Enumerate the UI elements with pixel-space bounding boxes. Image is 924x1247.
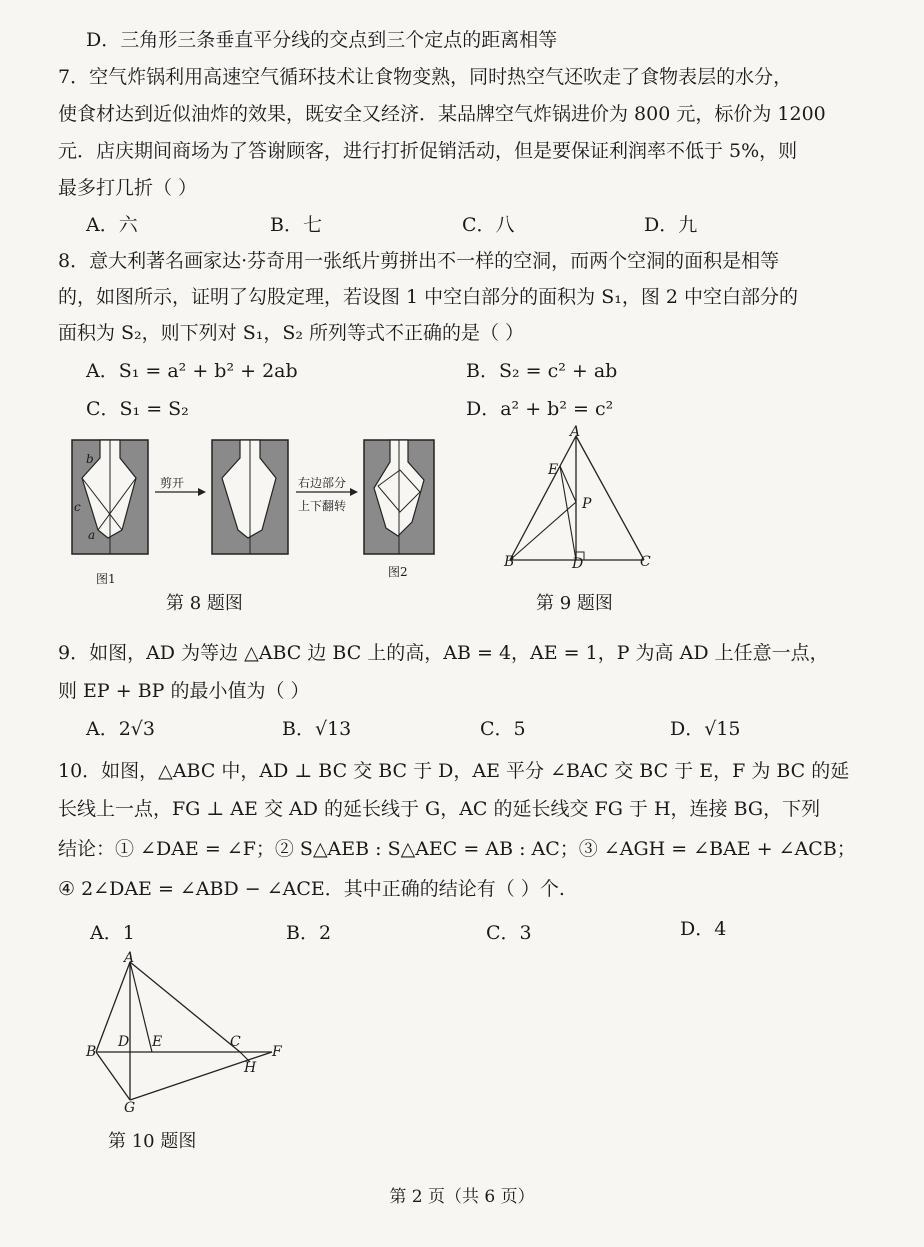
q8-label-a: a bbox=[88, 528, 96, 542]
q7-line-3: 元．店庆期间商场为了答谢顾客，进行打折促销活动，但是要保证利润率不低于 5%，则 bbox=[58, 140, 798, 162]
q8-figure-1 bbox=[72, 440, 148, 554]
q8-arrow-2-label-top: 右边部分 bbox=[298, 476, 347, 490]
q10-line-3: 结论：① ∠DAE = ∠F；② S△AEB : S△AEC = AB : AC；③ ∠AGH = ∠BAE + ∠ACB； bbox=[58, 838, 856, 860]
q7-line-2: 使食材达到近似油炸的效果，既安全又经济．某品牌空气炸锅进价为 800 元，标价为 1200 bbox=[58, 103, 826, 125]
q10-point-h: H bbox=[244, 1060, 257, 1076]
q8-line-1: 8．意大利著名画家达·芬奇用一张纸片剪拼出不一样的空洞，而两个空洞的面积是相等 bbox=[58, 250, 780, 272]
q7-option-d: D．九 bbox=[644, 214, 698, 236]
q10-option-a: A．1 bbox=[90, 922, 135, 944]
q10-caption: 第 10 题图 bbox=[108, 1131, 197, 1152]
q8-caption: 第 8 题图 bbox=[166, 593, 243, 614]
q10-line-4: ④ 2∠DAE = ∠ABD − ∠ACE．其中正确的结论有（ ）个. bbox=[58, 878, 565, 900]
q8-option-d: D．a² + b² = c² bbox=[466, 398, 614, 420]
q9-point-p: P bbox=[582, 496, 592, 512]
q10-point-c: C bbox=[230, 1034, 241, 1050]
q8-option-a: A．S₁ = a² + b² + 2ab bbox=[86, 360, 298, 382]
q7-option-a: A．六 bbox=[86, 214, 138, 236]
q8-arrow-1-label: 剪开 bbox=[160, 476, 185, 490]
q10-line-1: 10．如图，△ABC 中，AD ⊥ BC 交 BC 于 D，AE 平分 ∠BAC 交 BC 于 E，F 为 BC 的延 bbox=[58, 760, 850, 782]
q8-label-b: b bbox=[86, 452, 94, 466]
q10-option-b: B．2 bbox=[286, 922, 332, 944]
q7-line-1: 7．空气炸锅利用高速空气循环技术让食物变熟，同时热空气还吹走了食物表层的水分， bbox=[58, 66, 793, 88]
q9-option-a: A．2√3 bbox=[86, 718, 156, 740]
q8-line-2: 的，如图所示，证明了勾股定理，若设图 1 中空白部分的面积为 S₁，图 2 中空白部分的 bbox=[58, 286, 799, 308]
q10-point-d: D bbox=[118, 1034, 130, 1050]
q10-option-c: C．3 bbox=[486, 922, 532, 944]
q7-option-b: B．七 bbox=[270, 214, 322, 236]
q9-point-b: B bbox=[504, 554, 515, 570]
q10-point-f: F bbox=[272, 1044, 282, 1060]
q8-fig-label-1: 图1 bbox=[96, 572, 116, 586]
q9-point-e: E bbox=[548, 462, 559, 478]
q8-figure-middle bbox=[212, 440, 288, 554]
q6-option-d: D．三角形三条垂直平分线的交点到三个定点的距离相等 bbox=[86, 29, 558, 51]
q8-label-c: c bbox=[74, 500, 81, 514]
q9-point-d: D bbox=[572, 556, 584, 572]
q9-option-b: B．√13 bbox=[282, 718, 352, 740]
q8-figure bbox=[60, 432, 440, 592]
q8-line-3: 面积为 S₂，则下列对 S₁，S₂ 所列等式不正确的是（ ） bbox=[58, 322, 525, 344]
q9-caption: 第 9 题图 bbox=[536, 593, 613, 614]
q9-option-c: C．5 bbox=[480, 718, 526, 740]
q10-option-d: D．4 bbox=[680, 918, 727, 940]
q8-fig-label-2: 图2 bbox=[388, 565, 408, 579]
q10-line-2: 长线上一点，FG ⊥ AE 交 AD 的延长线于 G，AC 的延长线交 FG 于 H，连接 BG，下列 bbox=[58, 798, 821, 820]
q9-point-a: A bbox=[570, 424, 581, 440]
q8-option-b: B．S₂ = c² + ab bbox=[466, 360, 618, 382]
page-footer: 第 2 页（共 6 页） bbox=[389, 1187, 535, 1207]
q10-point-a: A bbox=[124, 950, 135, 966]
q9-line-2: 则 EP + BP 的最小值为（ ） bbox=[58, 680, 310, 702]
q8-figure-2 bbox=[364, 440, 434, 554]
q9-line-1: 9．如图，AD 为等边 △ABC 边 BC 上的高，AB = 4，AE = 1，P 为高 AD 上任意一点， bbox=[58, 642, 829, 664]
q9-point-c: C bbox=[640, 554, 651, 570]
q8-option-c: C．S₁ = S₂ bbox=[86, 398, 189, 420]
q7-line-4: 最多打几折（ ） bbox=[58, 177, 198, 199]
q9-option-d: D．√15 bbox=[670, 718, 741, 740]
q10-point-e: E bbox=[152, 1034, 163, 1050]
q8-arrow-2-label-bottom: 上下翻转 bbox=[298, 499, 347, 513]
q10-point-b: B bbox=[86, 1044, 97, 1060]
q10-point-g: G bbox=[124, 1100, 136, 1116]
q7-option-c: C．八 bbox=[462, 214, 515, 236]
